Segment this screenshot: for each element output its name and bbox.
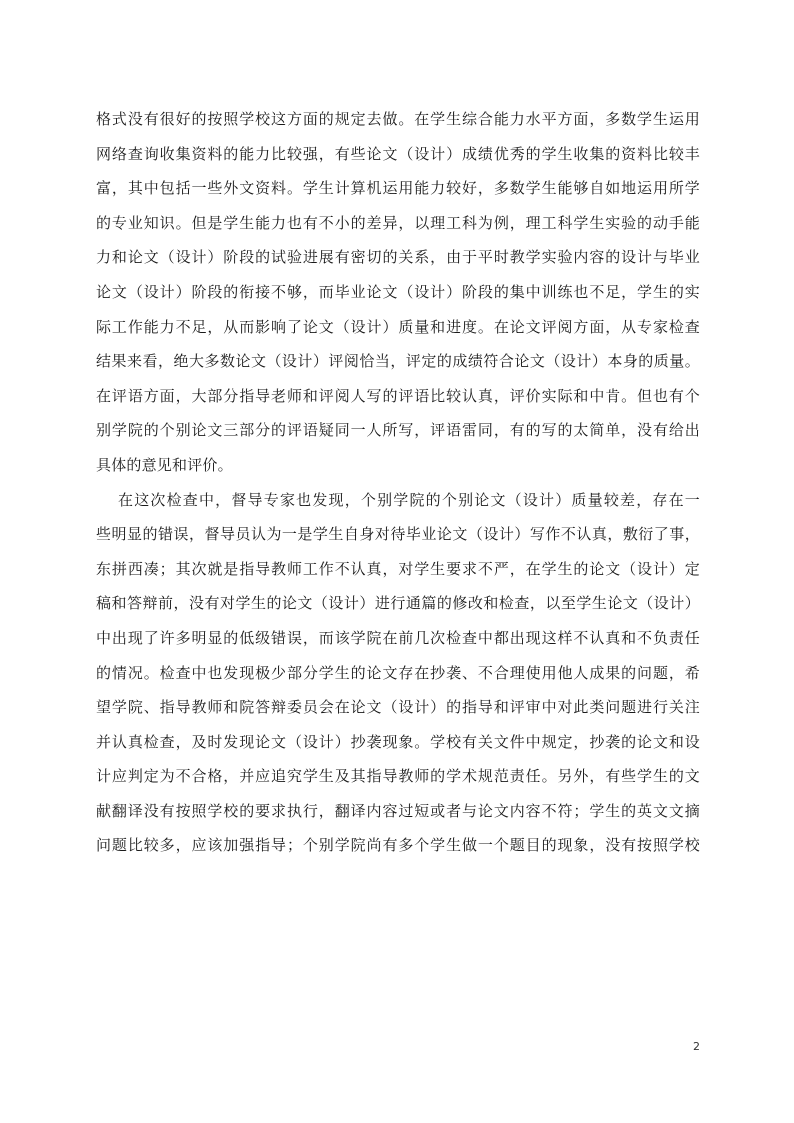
text-line: 望学院、指导教师和院答辩委员会在论文（设计）的指导和评审中对此类问题进行关注	[96, 698, 700, 717]
text-line: 献翻译没有按照学校的要求执行，翻译内容过短或者与论文内容不符；学生的英文文摘	[96, 801, 700, 820]
text-line: 网络查询收集资料的能力比较强，有些论文（设计）成绩优秀的学生收集的资料比较丰	[96, 144, 700, 163]
text-line: 稿和答辩前，没有对学生的论文（设计）进行通篇的修改和检查，以至学生论文（设计）	[96, 594, 700, 613]
text-line: 计应判定为不合格，并应追究学生及其指导教师的学术规范责任。另外，有些学生的文	[96, 767, 700, 786]
text-line: 的专业知识。但是学生能力也有不小的差异，以理工科为例，理工科学生实验的动手能	[96, 213, 700, 232]
text-line: 问题比较多，应该加强指导；个别学院尚有多个学生做一个题目的现象，没有按照学校	[96, 836, 700, 855]
text-line: 论文（设计）阶段的衔接不够，而毕业论文（设计）阶段的集中训练也不足，学生的实	[96, 282, 700, 301]
text-line: 结果来看，绝大多数论文（设计）评阅恰当，评定的成绩符合论文（设计）本身的质量。	[96, 352, 700, 371]
text-line: 格式没有很好的按照学校这方面的规定去做。在学生综合能力水平方面，多数学生运用	[96, 110, 700, 128]
body-text	[96, 102, 700, 863]
text-line: 些明显的错误，督导员认为一是学生自身对待毕业论文（设计）写作不认真，敷衍了事，	[96, 525, 700, 544]
page-number: 2	[693, 1040, 700, 1053]
text-line: 的情况。检查中也发现极少部分学生的论文存在抄袭、不合理使用他人成果的问题，希	[96, 663, 700, 682]
paragraph-2	[96, 483, 700, 864]
text-line: 中出现了许多明显的低级错误，而该学院在前几次检查中都出现这样不认真和不负责任	[96, 628, 700, 647]
text-line: 在评语方面，大部分指导老师和评阅人写的评语比较认真，评价实际和中肯。但也有个	[96, 386, 700, 405]
text-line: 东拼西凑；其次就是指导教师工作不认真，对学生要求不严，在学生的论文（设计）定	[96, 559, 700, 578]
text-line: 际工作能力不足，从而影响了论文（设计）质量和进度。在论文评阅方面，从专家检查	[96, 317, 700, 336]
paragraph-1	[96, 102, 700, 483]
text-line: 在这次检查中，督导专家也发现，个别学院的个别论文（设计）质量较差，存在一	[118, 490, 700, 509]
text-line: 力和论文（设计）阶段的试验进展有密切的关系，由于平时教学实验内容的设计与毕业	[96, 248, 700, 267]
text-line: 并认真检查，及时发现论文（设计）抄袭现象。学校有关文件中规定，抄袭的论文和设	[96, 732, 700, 751]
text-line: 富，其中包括一些外文资料。学生计算机运用能力较好，多数学生能够自如地运用所学	[96, 179, 700, 198]
text-line: 具体的意见和评价。	[96, 455, 233, 474]
text-line: 别学院的个别论文三部分的评语疑同一人所写，评语雷同，有的写的太简单，没有给出	[96, 421, 700, 440]
